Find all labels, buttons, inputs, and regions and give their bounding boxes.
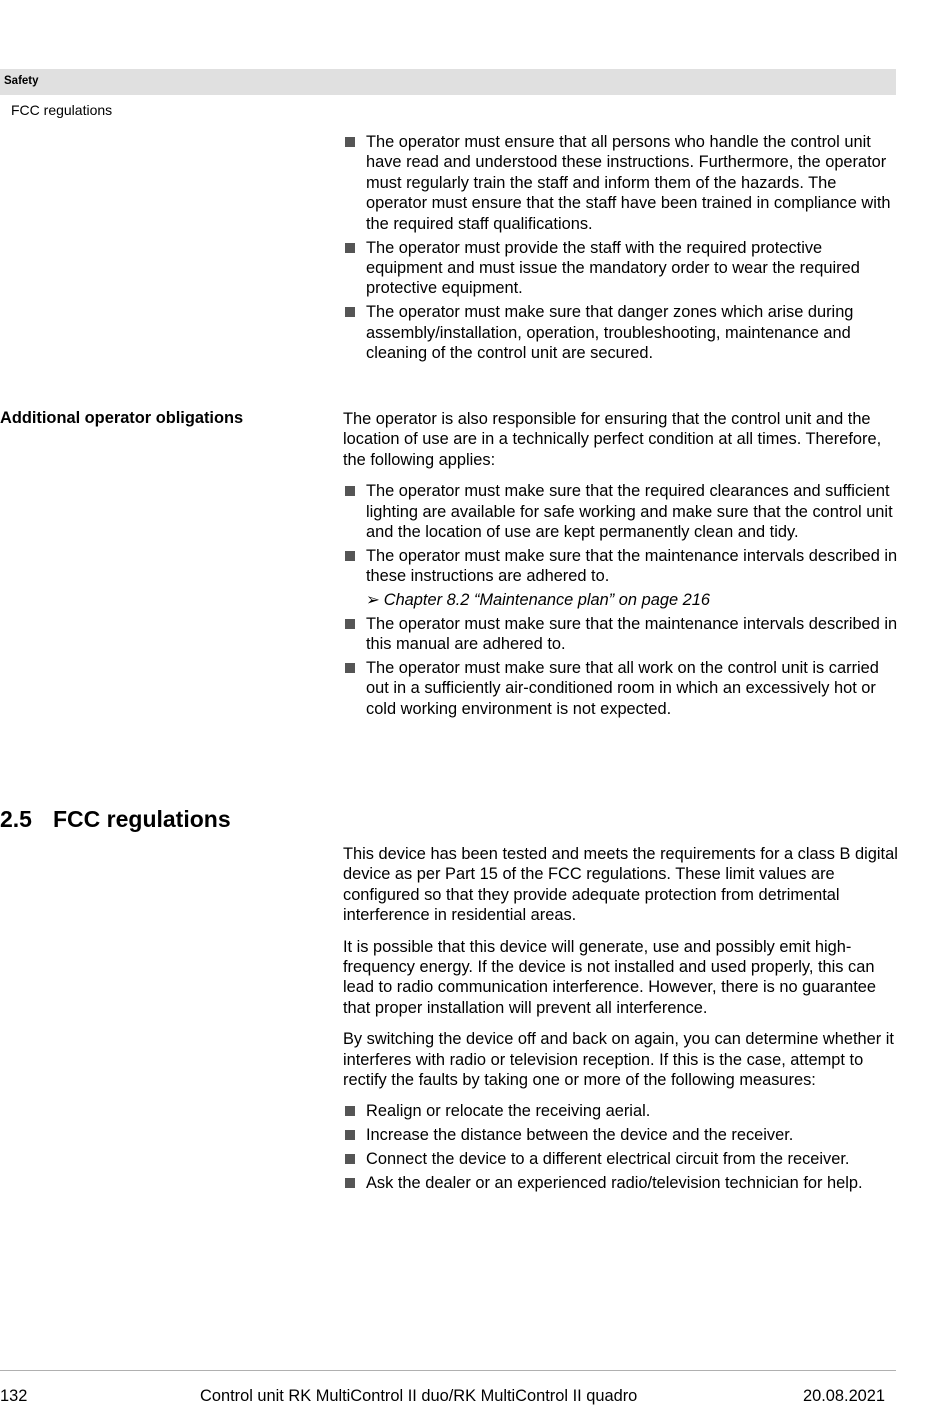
square-bullet-icon [345, 486, 355, 496]
document-title: Control unit RK MultiControl II duo/RK MultiControl II quadro [200, 1387, 638, 1405]
list-item: The operator must make sure that the maintenance intervals described in this manual are adhered to. [343, 614, 899, 655]
paragraph: By switching the device off and back on again, you can determine whether it interferes with radio or television reception. If this is the case, attempt to rectify the faults by taking one or more of the following measures: [343, 1030, 894, 1090]
list-item: Increase the distance between the device and the receiver. [343, 1125, 899, 1145]
square-bullet-icon [345, 1178, 355, 1188]
list-item: The operator must make sure that the maintenance intervals described in these instructions are adhered to. ➢ Chapter 8.2 “Maintenance plan” on page 216 [343, 546, 899, 610]
list-item: The operator must provide the staff with the required protective equipment and must issue the mandatory order to wear the required protective equipment. [343, 238, 899, 299]
list-item: The operator must make sure that all work on the control unit is carried out in a sufficiently air-conditioned room in which an excessively hot or cold working environment is not expected. [343, 658, 899, 719]
list-item: Ask the dealer or an experienced radio/television technician for help. [343, 1173, 899, 1193]
list-item: The operator must make sure that danger zones which arise during assembly/installation, operation, troubleshooting, maintenance and cleaning of the control unit are secured. [343, 302, 899, 363]
section-heading [0, 806, 231, 833]
square-bullet-icon [345, 1106, 355, 1116]
square-bullet-icon [345, 1130, 355, 1140]
square-bullet-icon [345, 243, 355, 253]
square-bullet-icon [345, 663, 355, 673]
section-title: FCC regulations [53, 806, 231, 832]
paragraph: This device has been tested and meets the requirements for a class B digital device as per Part 15 of the FCC regulations. These limit values are configured so that they provide adequate protection from detrimental interference in residential areas. [343, 845, 898, 925]
running-header-section: Safety [4, 75, 39, 87]
additional-obligations-body [343, 409, 899, 723]
list-item: The operator must ensure that all persons who handle the control unit have read and understood these instructions. Furthermore, the operator must regularly train the staff and inform them of the hazards. The operator must ensure that the staff have been trained in compliance with the required staff qualifications. [343, 132, 899, 234]
section-number: 2.5 [0, 806, 32, 832]
paragraph: It is possible that this device will generate, use and possibly emit high-frequency energy. If the device is not installed and used properly, this can lead to radio communication interference. However, there is no guarantee that proper installation will prevent all interference. [343, 937, 876, 1017]
running-header [0, 69, 896, 95]
additional-intro: The operator is also responsible for ensuring that the control unit and the location of use are in a technically perfect condition at all times. Therefore, the following applies: [343, 410, 882, 469]
page-number: 132 [0, 1387, 28, 1405]
square-bullet-icon [345, 137, 355, 147]
xref-arrow-icon: ➢ [366, 590, 380, 609]
square-bullet-icon [345, 619, 355, 629]
fcc-body [343, 844, 899, 1197]
additional-obligations-heading: Additional operator obligations [0, 409, 244, 427]
square-bullet-icon [345, 1154, 355, 1164]
running-header-subsection: FCC regulations [11, 102, 113, 118]
list-item: Connect the device to a different electrical circuit from the receiver. [343, 1149, 899, 1169]
chapter-xref-link[interactable]: ➢ Chapter 8.2 “Maintenance plan” on page 216 [366, 590, 710, 609]
document-date: 20.08.2021 [803, 1387, 886, 1405]
square-bullet-icon [345, 551, 355, 561]
list-item: The operator must make sure that the required clearances and sufficient lighting are available for safe working and make sure that the control unit and the location of use are kept permanently clean and tidy. [343, 481, 899, 542]
operator-list-1 [343, 132, 899, 367]
footer-divider [0, 1370, 896, 1371]
list-item: Realign or relocate the receiving aerial. [343, 1101, 899, 1121]
square-bullet-icon [345, 307, 355, 317]
